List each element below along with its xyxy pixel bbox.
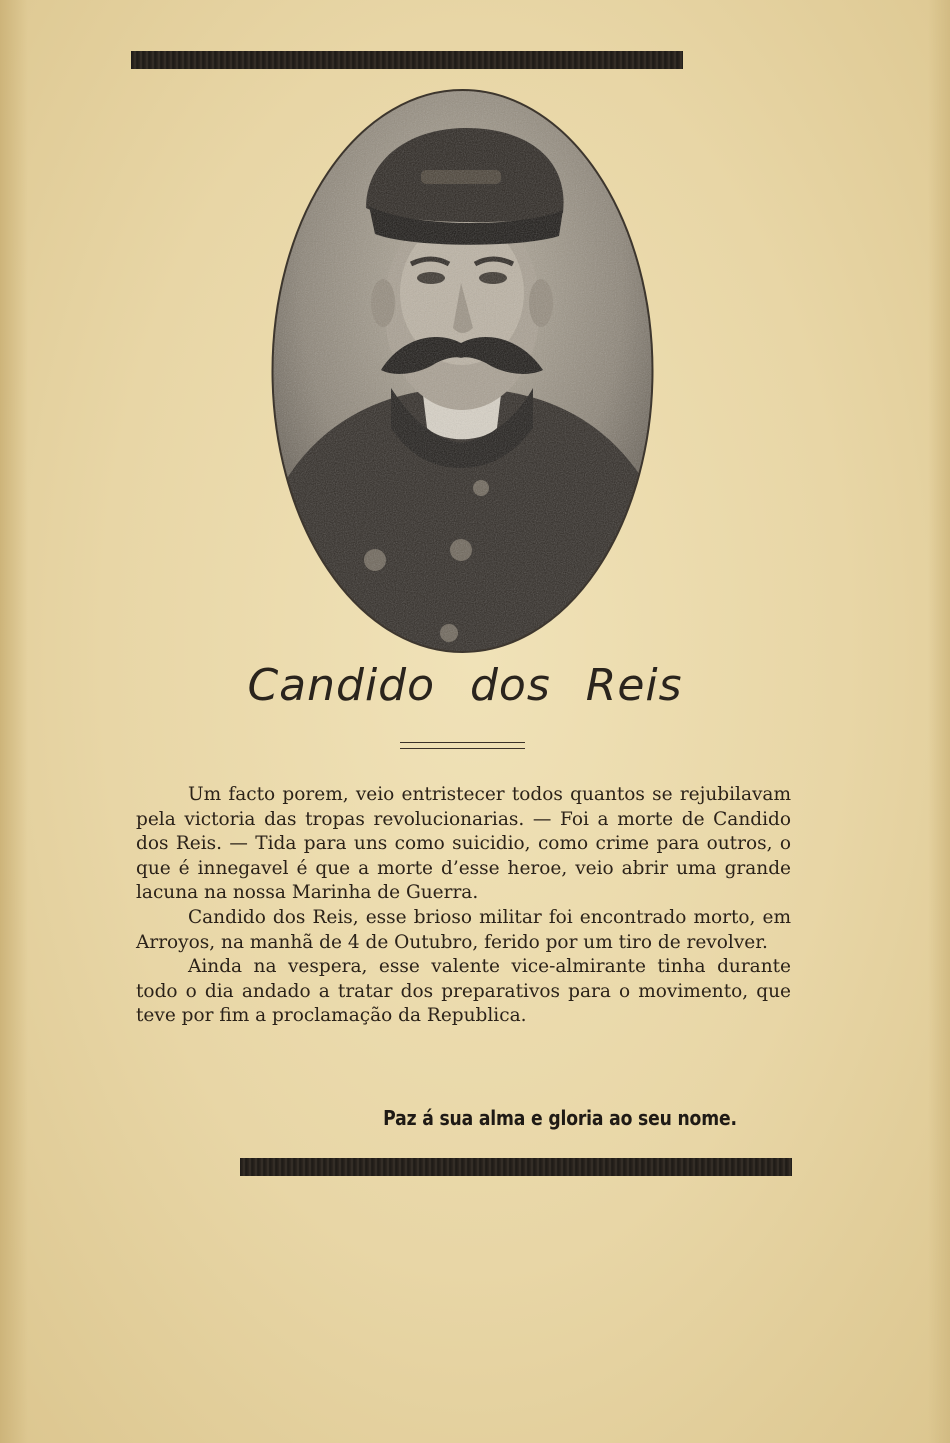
portrait-oval bbox=[271, 88, 654, 654]
paper-edge-right bbox=[928, 0, 950, 1443]
bottom-decorative-bar bbox=[240, 1158, 792, 1176]
closing-line: Paz á sua alma e gloria ao seu nome. bbox=[383, 1106, 737, 1130]
paper-edge-left bbox=[0, 0, 28, 1443]
paragraph-2: Candido dos Reis, esse brioso militar foi encontrado morto, em Arroyos, na manhã de 4 de Outubro, ferido por um tiro de revolver. bbox=[136, 906, 791, 953]
article-body bbox=[136, 783, 791, 1029]
paragraph-3: Ainda na vespera, esse valente vice-almirante tinha durante todo o dia andado a tratar dos preparativos para o movimento, que teve por fim a proclamação da Republica. bbox=[136, 956, 791, 1027]
top-decorative-bar bbox=[131, 51, 683, 69]
paragraph-1: Um facto porem, veio entristecer todos quantos se rejubilavam pela victoria das tropas revolucionarias. — Foi a morte de Candido dos Reis. — Tida para uns como suicidio, como crime para outros, o que é innegavel é que a morte d’esse heroe, veio abrir uma grande lacuna na nossa Marinha de Guerra. bbox=[136, 784, 791, 904]
portrait-caption: Candido dos Reis bbox=[247, 660, 683, 711]
double-rule-divider bbox=[400, 742, 525, 749]
